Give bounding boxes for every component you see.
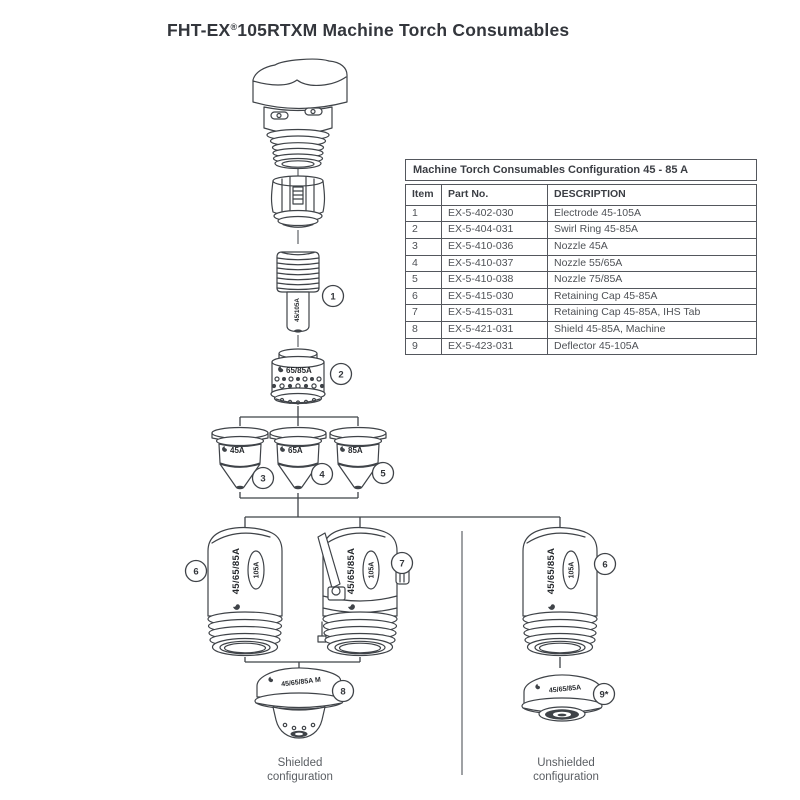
torch-sleeve-drawing <box>272 176 325 227</box>
table-row <box>406 272 757 289</box>
cell-part-no: EX-5-415-030 <box>442 288 548 305</box>
callout-retaining-cap-ihs <box>392 553 413 574</box>
cell-description: Electrode 45-105A <box>548 205 757 222</box>
column-header-description: DESCRIPTION <box>548 185 757 206</box>
cell-item: 4 <box>406 255 442 272</box>
retaining-cap-ihs-label: 45/65/85A <box>346 547 357 595</box>
electrode-label: 45/105A <box>294 298 301 322</box>
callout-retaining-cap-left <box>186 561 207 582</box>
table-row <box>406 255 757 272</box>
cell-item: 2 <box>406 222 442 239</box>
cell-part-no: EX-5-410-036 <box>442 238 548 255</box>
parts-table <box>405 159 757 355</box>
callout-nozzle-65 <box>312 464 333 485</box>
deflector-label: 45/65/85A <box>548 684 582 695</box>
cell-description: Retaining Cap 45-85A, IHS Tab <box>548 305 757 322</box>
table-row <box>406 288 757 305</box>
cell-part-no: EX-5-423-031 <box>442 338 548 355</box>
cell-description: Deflector 45-105A <box>548 338 757 355</box>
callout-nozzle-85 <box>373 463 394 484</box>
registered-mark: ® <box>230 22 238 32</box>
svg-text:6: 6 <box>193 566 199 578</box>
column-header-item: Item <box>406 185 442 206</box>
cell-item: 8 <box>406 322 442 339</box>
cell-description: Swirl Ring 45-85A <box>548 222 757 239</box>
cell-description: Nozzle 45A <box>548 238 757 255</box>
svg-text:6: 6 <box>602 559 608 571</box>
column-header-part-no: Part No. <box>442 185 548 206</box>
retaining-cap-ihs-badge: 105A <box>368 561 376 579</box>
page-title-model: 105RTXM Machine Torch Consumables <box>237 20 570 40</box>
cell-part-no: EX-5-404-031 <box>442 222 548 239</box>
svg-text:4: 4 <box>319 469 325 481</box>
electrode-drawing <box>277 252 319 333</box>
table-row <box>406 205 757 222</box>
retaining-cap-right-badge: 105A <box>568 561 576 579</box>
callout-retaining-cap-right <box>595 554 616 575</box>
nozzle-65-label: 65A <box>288 446 303 455</box>
table-row <box>406 222 757 239</box>
callout-electrode <box>323 286 344 307</box>
nozzle-85-label: 85A <box>348 446 363 455</box>
callout-swirl-ring <box>331 364 352 385</box>
parts-table-grid <box>405 184 757 355</box>
cell-part-no: EX-5-410-038 <box>442 272 548 289</box>
cell-item: 6 <box>406 288 442 305</box>
callout-nozzle-45 <box>253 468 274 489</box>
svg-text:3: 3 <box>260 473 266 485</box>
cell-description: Retaining Cap 45-85A <box>548 288 757 305</box>
cell-description: Nozzle 55/65A <box>548 255 757 272</box>
retaining-cap-right-drawing <box>523 528 597 656</box>
callout-deflector <box>594 684 615 705</box>
svg-text:1: 1 <box>330 291 336 303</box>
cell-item: 7 <box>406 305 442 322</box>
cell-item: 5 <box>406 272 442 289</box>
swirl-ring-label: 65/85A <box>286 366 312 375</box>
table-row <box>406 322 757 339</box>
table-row <box>406 238 757 255</box>
cell-item: 1 <box>406 205 442 222</box>
cell-description: Nozzle 75/85A <box>548 272 757 289</box>
retaining-cap-left-drawing <box>208 528 282 656</box>
swirl-ring-drawing <box>271 349 325 404</box>
cell-part-no: EX-5-402-030 <box>442 205 548 222</box>
retaining-cap-left-badge: 105A <box>253 561 261 579</box>
shield-label: 45/65/85A M <box>280 676 322 689</box>
cell-part-no: EX-5-415-031 <box>442 305 548 322</box>
cell-description: Shield 45-85A, Machine <box>548 322 757 339</box>
retaining-cap-ihs-drawing <box>318 528 409 656</box>
cell-part-no: EX-5-421-031 <box>442 322 548 339</box>
svg-text:2: 2 <box>338 369 344 381</box>
unshielded-configuration-caption: Unshielded configuration <box>533 757 599 784</box>
page-title-brand: FHT-EX <box>167 20 231 40</box>
svg-text:5: 5 <box>380 468 386 480</box>
shielded-configuration-caption: Shielded configuration <box>267 757 333 784</box>
shield-drawing <box>255 668 346 738</box>
svg-text:9*: 9* <box>599 689 609 701</box>
callout-shield <box>333 681 354 702</box>
table-header-row <box>406 185 757 206</box>
torch-head-drawing <box>253 59 347 168</box>
nozzle-45-label: 45A <box>230 446 245 455</box>
svg-text:7: 7 <box>399 558 405 570</box>
parts-table-title: Machine Torch Consumables Configuration 45 - 85 A <box>405 159 757 181</box>
retaining-cap-left-label: 45/65/85A <box>231 547 242 595</box>
cell-item: 3 <box>406 238 442 255</box>
retaining-cap-right-label: 45/65/85A <box>546 547 557 595</box>
cell-part-no: EX-5-410-037 <box>442 255 548 272</box>
table-row <box>406 338 757 355</box>
table-row <box>406 305 757 322</box>
svg-text:8: 8 <box>340 686 346 698</box>
deflector-drawing <box>522 675 602 721</box>
cell-item: 9 <box>406 338 442 355</box>
